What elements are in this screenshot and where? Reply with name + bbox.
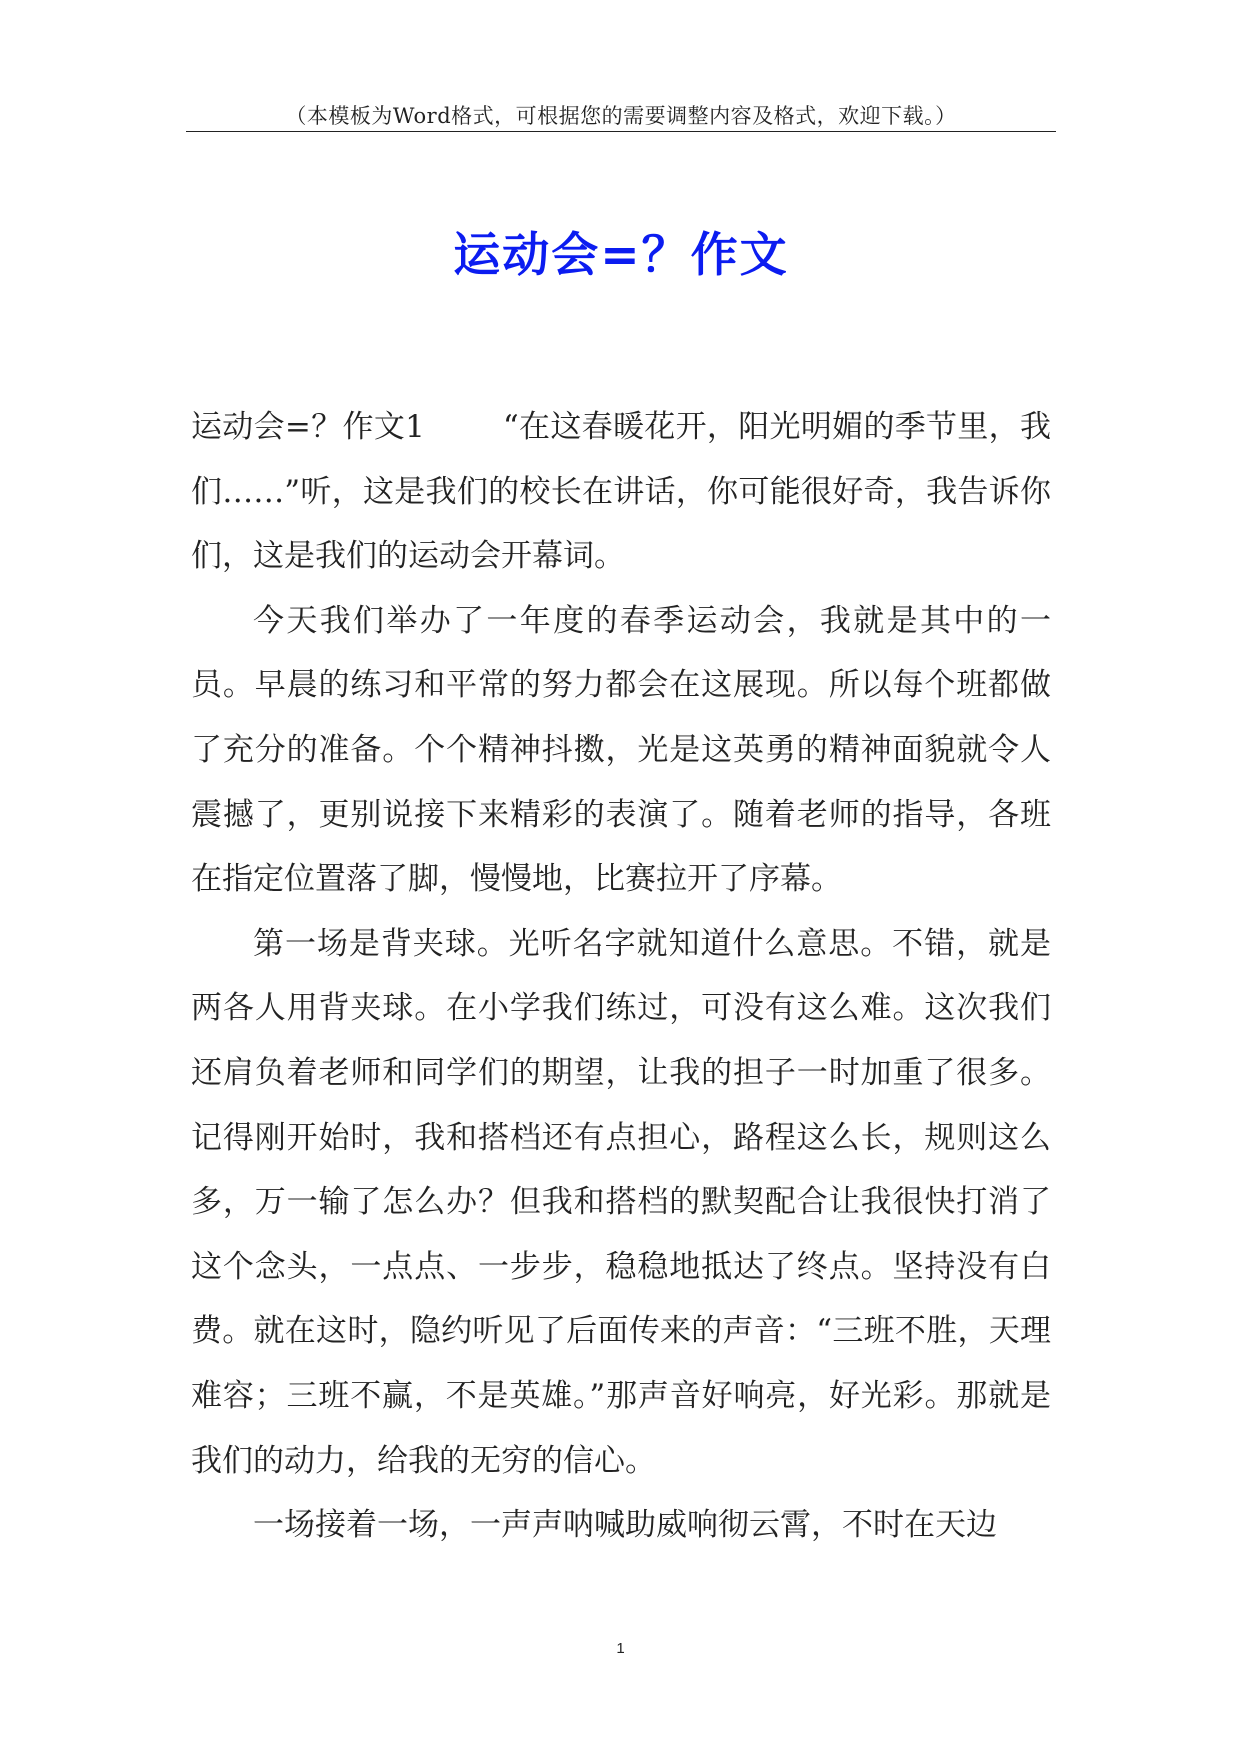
essay-heading: 运动会=？作文1: [191, 409, 425, 445]
paragraph-3: 第一场是背夹球。光听名字就知道什么意思。不错，就是两各人用背夹球。在小学我们练过，可没有这么难。这次我们还肩负着老师和同学们的期望，让我的担子一时加重了很多。记得刚开始时，我和搭档还有点担心，路程这么长，规则这么多，万一输了怎么办？但我和搭档的默契配合让我很快打消了这个念头，一点点、一步步，稳稳地抵达了终点。坚持没有白费。就在这时，隐约听见了后面传来的声音：“三班不胜，天理难容；三班不赢，不是英雄。”那声音好响亮，好光彩。那就是我们的动力，给我的无穷的信心。: [191, 925, 1051, 1479]
document-body: [191, 395, 1051, 1558]
paragraph-2: 今天我们举办了一年度的春季运动会，我就是其中的一员。早晨的练习和平常的努力都会在这展现。所以每个班都做了充分的准备。个个精神抖擞，光是这英勇的精神面貌就令人震撼了，更别说接下来精彩的表演了。随着老师的指导，各班在指定位置落了脚，慢慢地，比赛拉开了序幕。: [191, 602, 1051, 898]
paragraph-1: [191, 395, 1051, 589]
header-note: （本模板为Word格式，可根据您的需要调整内容及格式，欢迎下载。）: [285, 104, 957, 128]
paragraph-4: 一场接着一场，一声声呐喊助威响彻云霄，不时在天边: [253, 1507, 997, 1544]
header-divider: [186, 131, 1056, 132]
paragraph-1-text: “在这春暖花开，阳光明媚的季节里，我们……”听，这是我们的校长在讲话，你可能很好奇，我告诉你们，这是我们的运动会开幕词。: [191, 409, 1051, 575]
page-number: 1: [616, 1640, 625, 1657]
document-title: 运动会=？作文: [453, 228, 789, 283]
